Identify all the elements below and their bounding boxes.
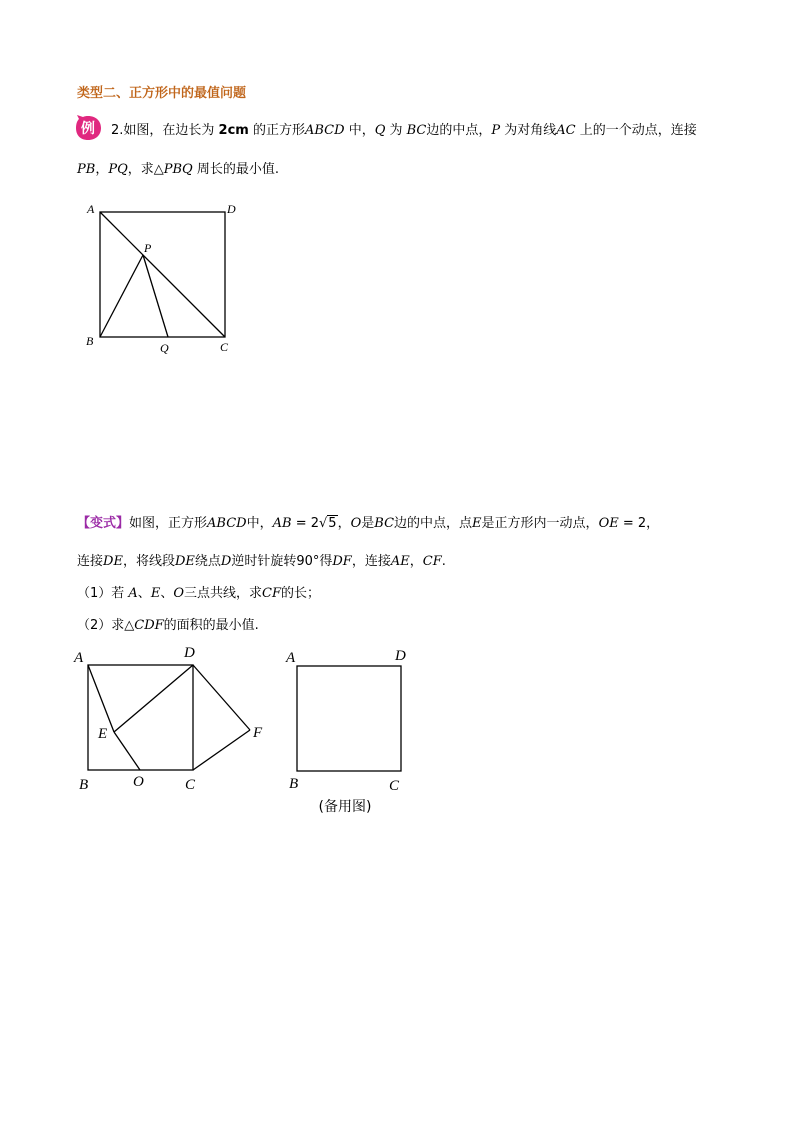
question-1 <box>77 582 320 601</box>
label-b: B <box>289 776 299 792</box>
math-symbol: O <box>173 586 184 601</box>
variant-text-line-1 <box>77 512 659 531</box>
math-symbol: BC <box>374 516 395 531</box>
text-fragment: 连接 <box>77 554 104 569</box>
math-symbol: PBQ <box>163 162 193 177</box>
text-fragment: 的面积的最小值. <box>163 618 259 633</box>
text-fragment: 三点共线，求 <box>184 586 263 601</box>
math-symbol: BC <box>406 123 427 138</box>
text-fragment: 中， <box>246 516 273 531</box>
radicand: 5 <box>328 516 337 531</box>
label-b: B <box>86 334 94 348</box>
label-o: O <box>133 774 144 790</box>
text-fragment: 、 <box>137 586 151 601</box>
text-fragment: 为 <box>385 123 407 138</box>
example-badge-label: 例 <box>81 121 95 137</box>
label-a: A <box>286 650 296 666</box>
text-fragment: 、 <box>160 586 174 601</box>
text-fragment: ， <box>646 516 660 531</box>
label-a: A <box>74 650 84 666</box>
text-fragment: 绕点 <box>194 554 221 569</box>
example-text-line-2 <box>77 158 279 177</box>
math-symbol: CF <box>422 554 442 569</box>
segment-cf <box>193 730 250 770</box>
square-abcd <box>88 665 193 770</box>
text-fragment: 边的中点，点 <box>394 516 473 531</box>
label-c: C <box>220 340 229 354</box>
math-symbol: OE <box>598 516 619 531</box>
text-fragment: . <box>441 554 446 569</box>
label-d: D <box>184 645 195 661</box>
math-symbol: PQ <box>108 162 128 177</box>
text-fragment: ， <box>409 554 423 569</box>
math-symbol: E <box>472 516 482 531</box>
example-text-line-1 <box>111 119 697 138</box>
text-fragment: = 2 <box>291 516 319 531</box>
math-symbol: P <box>491 123 501 138</box>
segment-ae <box>88 665 114 732</box>
text-fragment: 边的中点， <box>426 123 492 138</box>
math-symbol: AC <box>556 123 576 138</box>
backup-square <box>297 666 401 771</box>
example-figure <box>80 195 250 360</box>
math-symbol: AE <box>390 554 410 569</box>
text-fragment: （1）若 <box>77 586 129 601</box>
label-f: F <box>253 725 263 741</box>
math-symbol: Q <box>374 123 386 138</box>
math-symbol: PB <box>77 162 96 177</box>
text-fragment: 如图，正方形 <box>129 516 208 531</box>
text-fragment: （2）求△ <box>77 618 135 633</box>
label-q: Q <box>160 341 169 355</box>
label-d: D <box>395 648 406 664</box>
text-fragment: 上的一个动点，连接 <box>575 123 697 138</box>
math-symbol: A <box>128 586 138 601</box>
text-fragment: 的正方形 <box>248 123 305 138</box>
variant-text-line-2 <box>77 550 446 569</box>
label-b: B <box>79 777 89 793</box>
math-symbol: O <box>350 516 362 531</box>
label-c: C <box>185 777 196 793</box>
math-symbol: ABCD <box>207 516 247 531</box>
math-symbol: DF <box>332 554 352 569</box>
variant-tag: 【变式】 <box>77 516 130 531</box>
label-d: D <box>227 202 236 216</box>
label-p: P <box>144 241 152 255</box>
text-fragment: 是 <box>361 516 375 531</box>
text-fragment: = 2 <box>618 516 647 531</box>
example-badge-icon <box>74 114 102 142</box>
text-fragment: 逆时针旋转90°得 <box>231 554 333 569</box>
segment-df <box>193 665 250 730</box>
question-2 <box>77 614 259 633</box>
label-a: A <box>87 202 95 216</box>
math-symbol: E <box>150 586 161 601</box>
side-length: 2cm <box>218 123 249 138</box>
math-symbol: D <box>220 554 232 569</box>
segment-pb <box>100 255 143 337</box>
backup-caption: (备用图) <box>318 799 372 815</box>
text-fragment: 中， <box>344 123 375 138</box>
text-fragment: 2.如图，在边长为 <box>111 123 219 138</box>
segment-eo <box>114 732 140 770</box>
segment-de <box>114 665 193 732</box>
section-title: 类型二、正方形中的最值问题 <box>77 86 247 101</box>
label-e: E <box>98 726 108 742</box>
text-fragment: ， <box>95 162 109 177</box>
text-fragment: ，连接 <box>351 554 391 569</box>
text-fragment: 的长； <box>280 586 320 601</box>
text-fragment: 周长的最小值. <box>192 162 279 177</box>
backup-figure <box>283 640 423 825</box>
text-fragment: ，将线段 <box>122 554 175 569</box>
text-fragment: 为对角线 <box>500 123 557 138</box>
sqrt-symbol: √ <box>319 516 328 531</box>
label-c: C <box>389 778 400 794</box>
text-fragment: ，求△ <box>127 162 164 177</box>
math-symbol: CDF <box>134 618 164 633</box>
math-symbol: AB <box>272 516 292 531</box>
math-symbol: ABCD <box>305 123 345 138</box>
math-symbol: DE <box>174 554 195 569</box>
text-fragment: ， <box>337 516 351 531</box>
math-symbol: DE <box>103 554 123 569</box>
variant-figure <box>70 640 270 800</box>
text-fragment: 是正方形内一动点， <box>481 516 599 531</box>
math-symbol: CF <box>262 586 281 601</box>
